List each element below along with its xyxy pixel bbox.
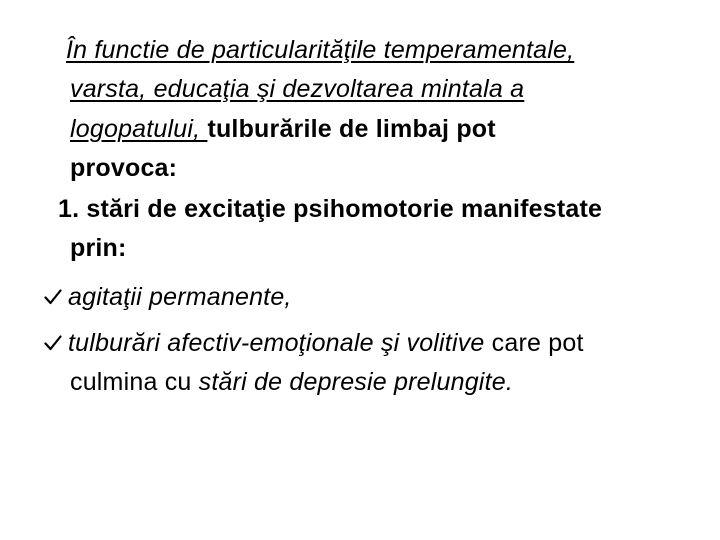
intro-line-1 bbox=[66, 34, 574, 66]
intro-text-2: varsta, educaţia şi dezvoltarea mintala a bbox=[70, 75, 525, 103]
intro-line-3 bbox=[70, 113, 496, 145]
bullet-2-continuation bbox=[70, 366, 513, 398]
bullet-2-continuation-italic: stări de depresie prelungite. bbox=[198, 368, 513, 396]
bullet-2-text-italic: tulburări afectiv-emoţionale şi volitive bbox=[68, 329, 485, 357]
bullet-item-2 bbox=[44, 327, 584, 359]
intro-line-2 bbox=[70, 73, 524, 105]
bullet-2-text-normal: care pot bbox=[484, 329, 584, 357]
point-1-text-1: 1. stări de excitaţie psihomotorie manifestate bbox=[58, 195, 603, 223]
bullet-2-continuation-normal: culmina cu bbox=[70, 368, 199, 396]
bullet-item-1 bbox=[44, 281, 292, 313]
intro-text-3-underlined: logopatului, bbox=[70, 115, 208, 143]
checkmark-icon bbox=[44, 288, 62, 306]
point-1-line-2 bbox=[70, 232, 127, 264]
intro-text-4: provoca: bbox=[70, 154, 178, 182]
intro-text-1: În functie de particularităţile temperamentale, bbox=[66, 36, 575, 64]
bullet-1-text: agitaţii permanente, bbox=[68, 283, 292, 311]
intro-text-3-bold: tulburările de limbaj pot bbox=[207, 115, 496, 143]
intro-line-4 bbox=[70, 152, 177, 184]
point-1-text-2: prin: bbox=[70, 234, 127, 262]
checkmark-icon bbox=[44, 334, 62, 352]
point-1-line-1 bbox=[58, 193, 602, 225]
